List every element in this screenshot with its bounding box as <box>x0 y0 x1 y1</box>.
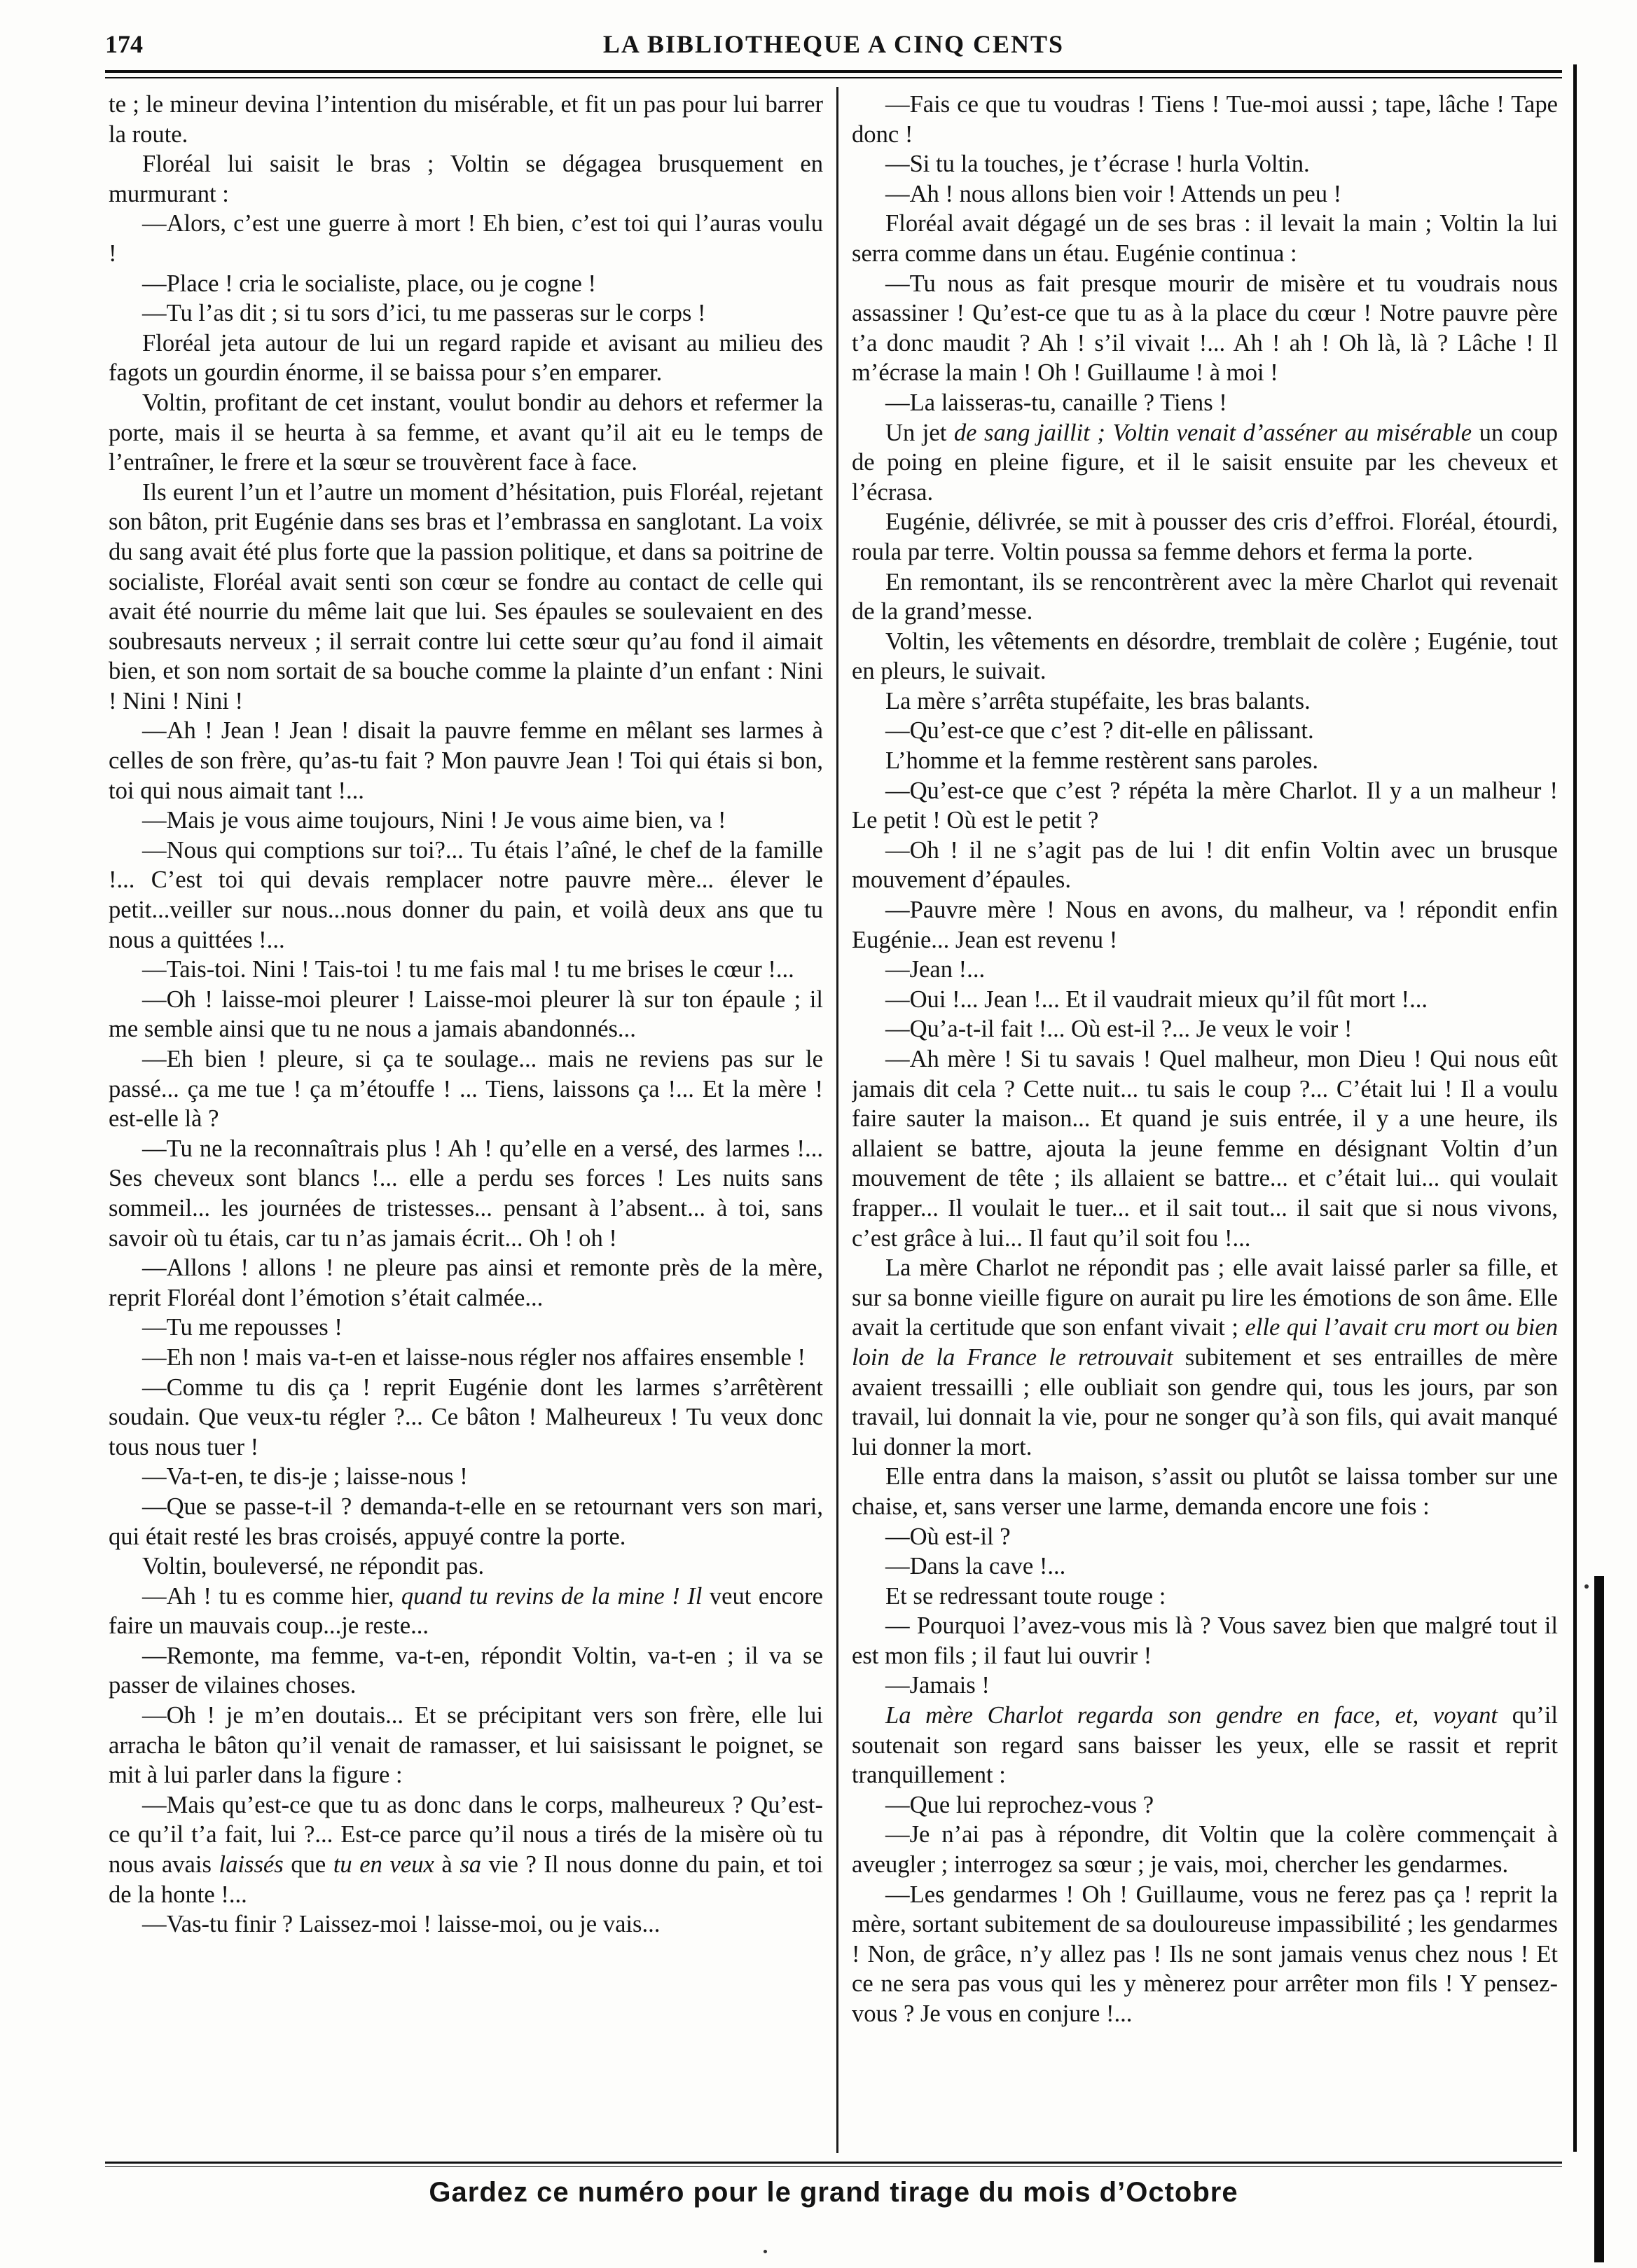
footer-notice: Gardez ce numéro pour le grand tirage du mois d’Octobre <box>429 2177 1238 2208</box>
paragraph: —Jean !... <box>885 956 986 983</box>
paragraph: —Allons ! allons ! ne pleure pas ainsi et remonte près de la mère, reprit Floréal dont l’émotion s’était calmée... <box>109 1254 823 1311</box>
paragraph: —Mais qu’est-ce que tu as donc dans le corps, malheureux ? Qu’est-ce qu’il t’a fait, lui ?... Est-ce parce qu’il nous a tirés de la misère où tu nous avais laissés que tu en veux à sa vie ? Il nous donne du pain, et toi de la honte !... <box>109 1791 823 1908</box>
right-margin-rule <box>1573 64 1577 2152</box>
paragraph: —Tu nous as fait presque mourir de misère et tu voudrais nous assassiner ! Qu’est-ce que tu as à la place du cœur ! Notre pauvre père t’a donc maudit ? Ah ! s’il vivait !... Ah ! ah ! Oh là, là ? Lâche ! Il m’écrase la main ! Oh ! Guillaume ! à moi ! <box>852 270 1558 387</box>
paragraph: La mère s’arrêta stupéfaite, les bras balants. <box>885 687 1311 714</box>
paragraph: —Eh bien ! pleure, si ça te soulage... mais ne reviens pas sur le passé... ça me tue ! ça m’étouffe ! ... Tiens, laissons ça !... Et la mère ! est-elle là ? <box>109 1046 823 1133</box>
paragraph: —Ah mère ! Si tu savais ! Quel malheur, mon Dieu ! Qui nous eût jamais dit cela ? Cette nuit... tu sais le coup ?... C’était lui ! Il a voulu faire sauter la maison... Et quand je suis entrée, il y a une heure, ils allaient se battre, ajouta la jeune femme en désignant Voltin d’un mouvement de tête ; ils allaient se battre... et c’était lui... qui voulait frapper... Il voulait le tuer... et il sait tout... il sait que si nous vivons, c’est grâce à lui... Il faut qu’il soit fou !... <box>852 1046 1558 1252</box>
paragraph: —Pauvre mère ! Nous en avons, du malheur, va ! répondit enfin Eugénie... Jean est revenu ! <box>852 897 1558 953</box>
paragraph: —Mais je vous aime toujours, Nini ! Je vous aime bien, va ! <box>142 807 726 834</box>
paragraph: —Oh ! il ne s’agit pas de lui ! dit enfin Voltin avec un brusque mouvement d’épaules. <box>852 836 1558 894</box>
paragraph: —Que lui reprochez-vous ? <box>885 1791 1154 1818</box>
paragraph: Un jet de sang jaillit ; Voltin venait d’asséner au misérable un coup de poing en pleine figure, et il le saisit ensuite par les cheveux et l’écrasa. <box>852 419 1558 506</box>
paragraph: —Tu me repousses ! <box>142 1314 343 1341</box>
paragraph: —Ah ! nous allons bien voir ! Attends un peu ! <box>885 180 1342 207</box>
paragraph: —Oh ! laisse-moi pleurer ! Laisse-moi pleurer là sur ton épaule ; il me semble ainsi que tu ne nous a jamais abandonnés... <box>109 986 823 1043</box>
right-column <box>852 90 1558 2149</box>
paragraph: —Vas-tu finir ? Laissez-moi ! laisse-moi, ou je vais... <box>142 1911 661 1938</box>
paragraph: —Tu l’as dit ; si tu sors d’ici, tu me passeras sur le corps ! <box>142 300 706 327</box>
column-divider <box>836 87 838 2153</box>
paragraph: —Qu’est-ce que c’est ? répéta la mère Charlot. Il y a un malheur ! Le petit ! Où est le petit ? <box>852 777 1558 834</box>
paragraph: —Tu ne la reconnaîtrais plus ! Ah ! qu’elle en a versé, des larmes !... Ses cheveux sont blancs !... elle a perdu ses forces ! Les nuits sans sommeil... les journées de tristesses... pensant à l’absent... à toi, sans savoir où tu étais, car tu n’as jamais écrit... Oh ! oh ! <box>109 1135 823 1252</box>
paragraph: —Oh ! je m’en doutais... Et se précipitant vers son frère, elle lui arracha le bâton qu’il venait de ramasser, et lui saisissant le poignet, se mit à lui parler dans la figure : <box>109 1702 823 1789</box>
paragraph: Elle entra dans la maison, s’assit ou plutôt se laissa tomber sur une chaise, et, sans verser une larme, demanda encore une fois : <box>852 1463 1558 1520</box>
print-speck <box>764 2250 767 2253</box>
paragraph: —Que se passe-t-il ? demanda-t-elle en se retournant vers son mari, qui était resté les bras croisés, appuyé contre la porte. <box>109 1493 823 1550</box>
page-header <box>105 25 1562 67</box>
footer-rule <box>105 2162 1562 2167</box>
paragraph: —Fais ce que tu voudras ! Tiens ! Tue-moi aussi ; tape, lâche ! Tape donc ! <box>852 91 1558 148</box>
left-column <box>109 90 823 2149</box>
paragraph: Voltin, profitant de cet instant, voulut bondir au dehors et refermer la porte, mais il se heurta à sa femme, et avant qu’il ait eu le temps de l’entraîner, le frere et la sœur se trouvèrent face à face. <box>109 389 823 476</box>
print-speck <box>1584 1584 1589 1589</box>
paragraph: La mère Charlot regarda son gendre en face, et, voyant qu’il soutenait son regard sans baisser les yeux, elle se rassit et reprit tranquillement : <box>852 1702 1558 1789</box>
paragraph: —Je n’ai pas à répondre, dit Voltin que la colère commençait à aveugler ; interrogez sa sœur ; je vais, moi, chercher les gendarmes. <box>852 1821 1558 1879</box>
paragraph: —La laisseras-tu, canaille ? Tiens ! <box>885 389 1227 416</box>
paragraph: —Ah ! Jean ! Jean ! disait la pauvre femme en mêlant ses larmes à celles de son frère, qu’as-tu fait ? Mon pauvre Jean ! Toi qui étais si bon, toi qui nous aimait tant !... <box>109 717 823 804</box>
paragraph: —Alors, c’est une guerre à mort ! Eh bien, c’est toi qui l’auras voulu ! <box>109 210 823 267</box>
paragraph: —Qu’est-ce que c’est ? dit-elle en pâlissant. <box>885 717 1314 745</box>
paragraph: Floréal jeta autour de lui un regard rapide et avisant au milieu des fagots un gourdin énorme, il se baissa pour s’en emparer. <box>109 329 823 387</box>
paragraph: La mère Charlot ne répondit pas ; elle avait laissé parler sa fille, et sur sa bonne vieille figure on aurait pu lire les émotions de son âme. Elle avait la certitude que son enfant vivait ; elle qui l’avait cru mort ou bien loin de la France le retrouvait subitement et ses entrailles de mère avaient tressailli ; elle oubliait son gendre qui, tous les jours, par son travail, lui donnait la vie, pour ne songer qu’à son fils, qui avait manqué lui donner la mort. <box>852 1254 1558 1460</box>
paragraph: —Comme tu dis ça ! reprit Eugénie dont les larmes s’arrêtèrent soudain. Que veux-tu régler ?... Ce bâton ! Malheureux ! Tu veux donc tous nous tuer ! <box>109 1374 823 1460</box>
paragraph: —Oui !... Jean !... Et il vaudrait mieux qu’il fût mort !... <box>885 986 1428 1013</box>
paragraph: —Dans la cave !... <box>885 1553 1066 1580</box>
paragraph: —Jamais ! <box>885 1672 990 1699</box>
paragraph: —Ah ! tu es comme hier, quand tu revins de la mine ! Il veut encore faire un mauvais coup...je reste... <box>109 1582 823 1640</box>
paragraph: En remontant, ils se rencontrèrent avec la mère Charlot qui revenait de la grand’messe. <box>852 568 1558 625</box>
paragraph: Voltin, les vêtements en désordre, tremblait de colère ; Eugénie, tout en pleurs, le suivait. <box>852 628 1558 685</box>
paragraph: —Va-t-en, te dis-je ; laisse-nous ! <box>142 1463 468 1491</box>
paragraph: Et se redressant toute rouge : <box>885 1582 1166 1610</box>
paragraph: L’homme et la femme restèrent sans paroles. <box>885 747 1319 775</box>
paragraph: — Pourquoi l’avez-vous mis là ? Vous savez bien que malgré tout il est mon fils ; il faut lui ouvrir ! <box>852 1612 1558 1669</box>
paragraph: —Remonte, ma femme, va-t-en, répondit Voltin, va-t-en ; il va se passer de vilaines choses. <box>109 1642 823 1699</box>
paragraph: —Qu’a-t-il fait !... Où est-il ?... Je veux le voir ! <box>885 1016 1353 1043</box>
paragraph: —Place ! cria le socialiste, place, ou je cogne ! <box>142 270 597 297</box>
paragraph: Floréal lui saisit le bras ; Voltin se dégagea brusquement en murmurant : <box>109 151 823 207</box>
paragraph: —Tais-toi. Nini ! Tais-toi ! tu me fais mal ! tu me brises le cœur !... <box>142 956 794 983</box>
paragraph: Eugénie, délivrée, se mit à pousser des cris d’effroi. Floréal, étourdi, roula par terre. Voltin poussa sa femme dehors et ferma la porte. <box>852 509 1558 565</box>
paragraph: —Nous qui comptions sur toi?... Tu étais l’aîné, le chef de la famille !... C’est toi qui devais remplacer notre pauvre mère... élever le petit...veiller sur nous...nous donner du pain, et voilà deux ans que tu nous a quittées !... <box>109 836 823 953</box>
paragraph: —Si tu la touches, je t’écrase ! hurla Voltin. <box>885 151 1310 178</box>
running-title: LA BIBLIOTHEQUE A CINQ CENTS <box>602 30 1065 58</box>
paragraph: —Eh non ! mais va-t-en et laisse-nous régler nos affaires ensemble ! <box>142 1343 806 1371</box>
binding-edge-mark <box>1594 1576 1604 2262</box>
paragraph: Floréal avait dégagé un de ses bras : il levait la main ; Voltin la lui serra comme dans un étau. Eugénie continua : <box>852 210 1558 267</box>
paragraph: —Où est-il ? <box>885 1523 1011 1550</box>
paragraph: Voltin, bouleversé, ne répondit pas. <box>142 1553 485 1580</box>
paragraph: —Les gendarmes ! Oh ! Guillaume, vous ne ferez pas ça ! reprit la mère, sortant subitement de sa douloureuse impassibilité ; les gendarmes ! Non, de grâce, n’y allez pas ! Ils ne sont jamais venus chez nous ! Et ce ne sera pas vous qui les y mènerez pour arrêter mon fils ! Y pensez-vous ? Je vous en conjure !... <box>852 1881 1558 2027</box>
page-number: 174 <box>105 30 143 58</box>
paragraph: Ils eurent l’un et l’autre un moment d’hésitation, puis Floréal, rejetant son bâton, prit Eugénie dans ses bras et l’embrassa en sanglotant. La voix du sang avait été plus forte que la passion politique, et dans sa poitrine de socialiste, Floréal avait senti son cœur se fondre au contact de celle qui avait été nourrie du même lait que lui. Ses épaules se soulevaient en des soubresauts nerveux ; il serrait contre lui cette sœur qu’au fond il aimait bien, et son nom sortait de sa bouche comme la plainte d’un enfant : Nini ! Nini ! Nini ! <box>109 478 823 714</box>
paragraph: te ; le mineur devina l’intention du misérable, et fit un pas pour lui barrer la route. <box>109 91 823 148</box>
header-rule <box>105 70 1562 78</box>
